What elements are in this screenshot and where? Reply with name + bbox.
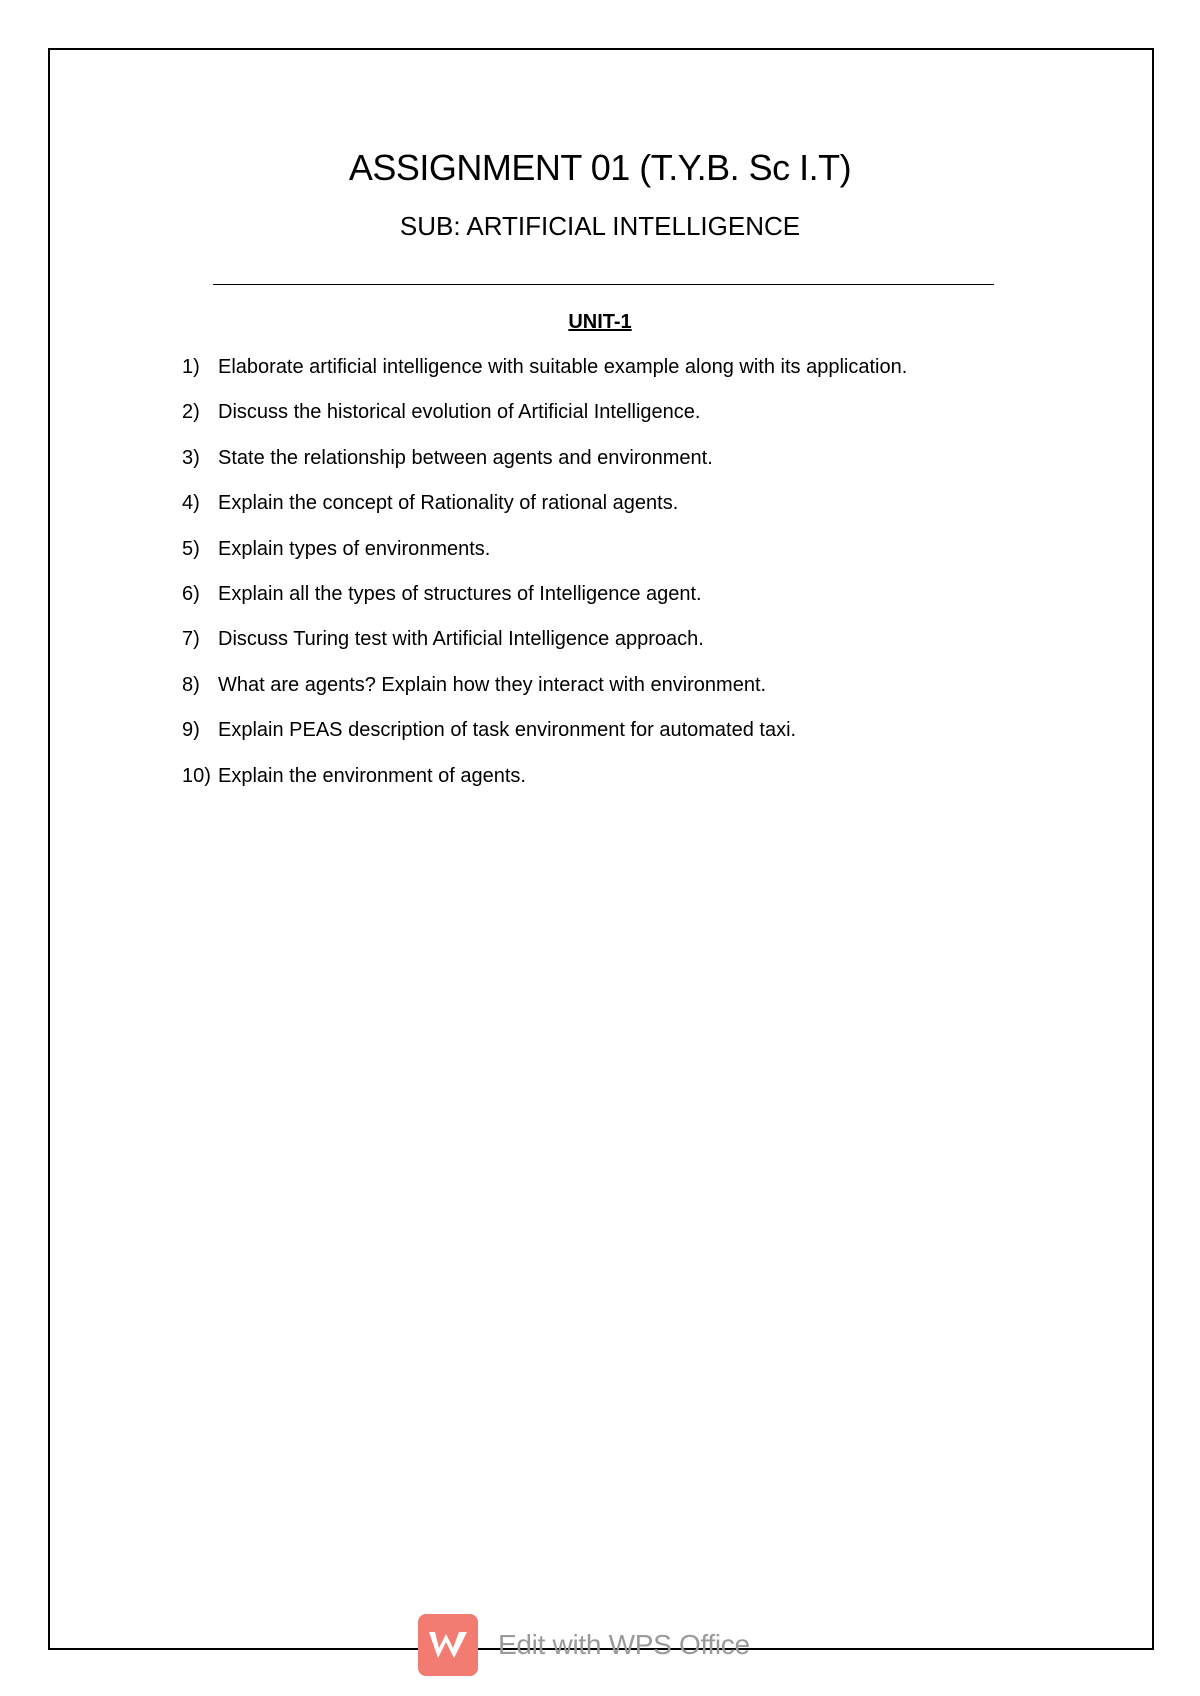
question-number: 10) — [182, 764, 211, 787]
question-list — [182, 354, 907, 808]
list-item — [182, 717, 907, 762]
page-border — [48, 48, 1154, 1650]
edit-with-wps-office-label: Edit with WPS Office — [498, 1629, 750, 1660]
wps-w-glyph-icon — [426, 1628, 470, 1662]
list-item — [182, 672, 907, 717]
list-item — [182, 626, 907, 671]
question-number: 1) — [182, 356, 200, 378]
list-item — [182, 445, 907, 490]
unit-heading: UNIT-1 — [568, 311, 632, 333]
wps-office-logo-icon — [418, 1614, 478, 1676]
question-number: 8) — [182, 673, 200, 696]
list-item — [182, 354, 907, 399]
question-text: Explain PEAS description of task environment for automated taxi. — [218, 719, 797, 742]
question-text: Discuss the historical evolution of Artificial Intelligence. — [218, 401, 701, 424]
page-title: ASSIGNMENT 01 (T.Y.B. Sc I.T) — [348, 147, 852, 188]
question-number: 2) — [182, 401, 200, 424]
page-subtitle: SUB: ARTIFICIAL INTELLIGENCE — [399, 211, 801, 241]
question-text: Explain all the types of structures of Intelligence agent. — [218, 582, 702, 605]
title-divider — [213, 284, 994, 285]
question-text: What are agents? Explain how they interact with environment. — [218, 673, 767, 696]
question-text: Explain the environment of agents. — [218, 764, 526, 787]
edit-with-wps-office-link[interactable] — [418, 1614, 750, 1676]
list-item — [182, 490, 907, 535]
list-item — [182, 536, 907, 581]
question-text: Explain types of environments. — [218, 537, 491, 560]
question-number: 4) — [182, 492, 200, 515]
list-item — [182, 763, 907, 808]
question-text: Explain the concept of Rationality of rational agents. — [218, 492, 679, 515]
question-text: Discuss Turing test with Artificial Intelligence approach. — [218, 628, 704, 651]
question-text: State the relationship between agents and environment. — [218, 446, 713, 469]
question-number: 3) — [182, 446, 200, 469]
list-item — [182, 581, 907, 626]
question-number: 5) — [182, 537, 200, 560]
list-item — [182, 399, 907, 444]
question-number: 6) — [182, 582, 200, 605]
question-number: 9) — [182, 719, 200, 742]
question-number: 7) — [182, 628, 200, 651]
question-text: Elaborate artificial intelligence with suitable example along with its application. — [218, 356, 908, 378]
